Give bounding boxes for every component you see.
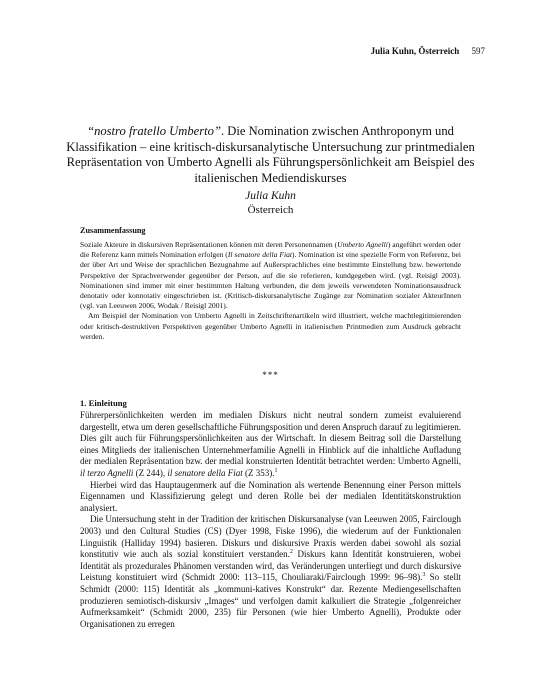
abstract-italic: Il senatore della Fiat xyxy=(227,250,292,260)
author-country: Österreich xyxy=(247,204,294,216)
abstract-paragraph: Am Beispiel der Nomination von Umberto Agnelli in Zeitschriftenartikeln wird illustriert, welche machtlegitimierenden oder kritisch-destruktiven Perspektiven gegenüber Umberto Agnelli in italienischen Printmedien zum Ausdruck gebracht werden. xyxy=(80,311,461,341)
body-text: Führerpersönlichkeiten werden im medialen Diskurs nicht neutral sondern zumeist evaluierend dargestellt, etwa um deren gesellschaftliche Führungsposition und deren Anspruch darauf zu legitimieren. Dies gilt auch für Führungspersönlichkeiten aus der Wirtschaft. In diesem Beitrag soll die Darstellung eines Mitglieds der italienischen Unternehmerfamilie Agnelli in Hinblick auf die inhaltliche Aufladung der medialen Repräsentation bzw. der medial konstruierten Identität betrachtet werden: Umberto Agnelli, xyxy=(80,410,461,467)
footnote-marker[interactable]: 3 xyxy=(422,572,426,579)
abstract-text: ) angeführt werden oder die Referenz kann mittels Nomination erfolgen ( xyxy=(80,240,461,260)
body-text: So stellt Schmidt (2000: 115) Identität als „kommuni-katives Konstrukt“ dar. Rezente Mediengesellschaften produzieren semiotisch-diskursiv „Images“ und verfolgen damit kalkuliert die Strategie „folgenreicher Aufmerksamkeit“ (Schmidt 2000, 235) für Personen (wie hier Umberto Agnelli), Produkte oder Organisationen zu erregen xyxy=(80,572,461,629)
abstract-heading: Zusammenfassung xyxy=(80,226,146,235)
body-text: Die Untersuchung steht in der Tradition der kritischen Diskursanalyse (van Leeuwen 2005, Fairclough 2003) und den Cultural Studies (CS) (Dyer 1998, Fiske 1996), die wiederum auf der Funktionalen Linguistik (Halliday 1994) basieren. Diskurs und diskursive Praxis werden dabei sowohl als sozial konstitutiv wie auch als sozial konstituiert verstanden. xyxy=(80,514,461,560)
abstract-paragraph xyxy=(80,240,461,311)
abstract-italic: Umberto Agnelli xyxy=(337,240,388,249)
body-italic: il senatore della Fiat xyxy=(167,467,243,478)
abstract-body xyxy=(80,240,461,342)
title-quote: “nostro fratello Umberto” xyxy=(87,124,221,138)
body-italic: il terzo Agnelli xyxy=(80,467,134,478)
footnote-marker[interactable]: 1 xyxy=(274,467,278,474)
body-text: Diskurs kann Identität konstruieren, wobei Identität als prozedurales Phänomen verstanden wird, das Veränderungen unterliegt und durch diskursive Leistung konstituiert wird (Schmidt 2000: 113–115, Chouliaraki/Fairclough 1999: 96–98). xyxy=(80,549,461,583)
footnote-marker[interactable]: 2 xyxy=(289,549,293,556)
body-text: (Z 244), xyxy=(133,467,168,478)
running-header xyxy=(371,46,485,56)
body-paragraph xyxy=(80,410,461,480)
body-paragraph xyxy=(80,514,461,630)
paper-title xyxy=(60,124,481,186)
body-paragraph: Hierbei wird das Hauptaugenmerk auf die Nomination als wertende Benennung einer Person mittels Eigennamen und Klassifizierung gelegt und deren Rolle bei der medialen Identitätskonstruktion analysiert. xyxy=(80,479,461,513)
running-author: Julia Kuhn, Österreich xyxy=(370,46,460,56)
abstract-text: ). Nomination ist eine spezielle Form von Referenz, bei der über Art und Weise der sprachlichen Bezugnahme auf Außersprachliches eine bestimmte Einstellung bzw. bewertende Perspektive der Sprachverwender gegenüber der Person, auf die sie referieren, kundgegeben wird. (vgl. Reisigl 2003). Nominationen sind immer mit einer bestimmten Haltung verbunden, die dem jeweils verwendeten Nominationsausdruck denotativ oder konnotativ eingeschrieben ist. (Kritisch-diskursanalytische Zugänge zur Nomination sozialer AkteurInnen (vgl. van Leeuwen 2006, Wodak / Reisigl 2001). xyxy=(80,250,462,311)
title-rest: . Die Nomination zwischen Anthroponym und Klassifikation – eine kritisch-diskursanalytische Untersuchung zur printmedialen Repräsentation von Umberto Agnelli als Führungspersönlichkeit am Beispiel des italienischen Mediendiskurses xyxy=(66,124,475,185)
abstract-text: Soziale Akteure in diskursiven Repräsentationen können mit deren Personennamen ( xyxy=(80,240,338,249)
author-name: Julia Kuhn xyxy=(245,190,296,202)
page-number: 597 xyxy=(471,46,485,56)
section-heading: 1. Einleitung xyxy=(80,398,127,408)
section-separator: *** xyxy=(262,370,279,380)
section-body xyxy=(80,410,461,630)
body-text: (Z 353). xyxy=(242,467,275,478)
